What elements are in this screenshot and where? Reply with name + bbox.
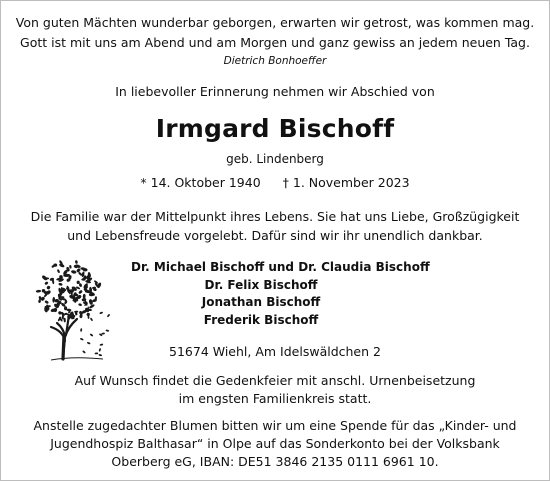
- poem-author: Dietrich Bonhoeffer: [223, 55, 327, 67]
- donation-request: [1, 417, 549, 471]
- mourners-list: [131, 259, 430, 329]
- donation-line-1: Anstelle zugedachter Blumen bitten wir um eine Spende für das „Kinder- und: [33, 418, 517, 433]
- birth-date: * 14. Oktober 1940: [140, 175, 261, 190]
- poem-line-2: Gott ist mit uns am Abend und am Morgen und ganz gewiss an jedem neuen Tag.: [20, 35, 530, 50]
- death-date: † 1. November 2023: [282, 175, 410, 190]
- mourner-name: Dr. Michael Bischoff und Dr. Claudia Bischoff: [131, 260, 430, 274]
- mourner-name: Jonathan Bischoff: [201, 295, 321, 309]
- intro-line: In liebevoller Erinnerung nehmen wir Abschied von: [115, 84, 435, 99]
- mourner-name: Dr. Felix Bischoff: [204, 277, 318, 292]
- life-dates: [1, 175, 549, 190]
- donation-line-3: Oberberg eG, IBAN: DE51 3846 2135 0111 6961 10.: [111, 454, 439, 469]
- family-tribute-line-1: Die Familie war der Mittelpunkt ihres Lebens. Sie hat uns Liebe, Großzügigkeit: [30, 209, 520, 224]
- mourner-name: Frederik Bischoff: [203, 312, 319, 327]
- family-tribute: [1, 207, 549, 245]
- family-tribute-line-2: und Lebensfreude vorgelebt. Dafür sind wir ihr unendlich dankbar.: [67, 228, 483, 243]
- address: 51674 Wiehl, Am Idelswäldchen 2: [169, 344, 381, 359]
- deceased-name: Irmgard Bischoff: [155, 114, 395, 143]
- poem-line-1: Von guten Mächten wunderbar geborgen, erwarten wir getrost, was kommen mag.: [15, 15, 535, 30]
- poem: [1, 13, 549, 53]
- ceremony-line-2: im engsten Familienkreis statt.: [178, 391, 372, 406]
- ceremony-line-1: Auf Wunsch findet die Gedenkfeier mit anschl. Urnenbeisetzung: [74, 373, 476, 388]
- donation-line-2: Jugendhospiz Balthasar“ in Olpe auf das Sonderkonto bei der Volksbank: [50, 436, 500, 451]
- maiden-name: geb. Lindenberg: [226, 152, 324, 166]
- ceremony-notice: [1, 372, 549, 408]
